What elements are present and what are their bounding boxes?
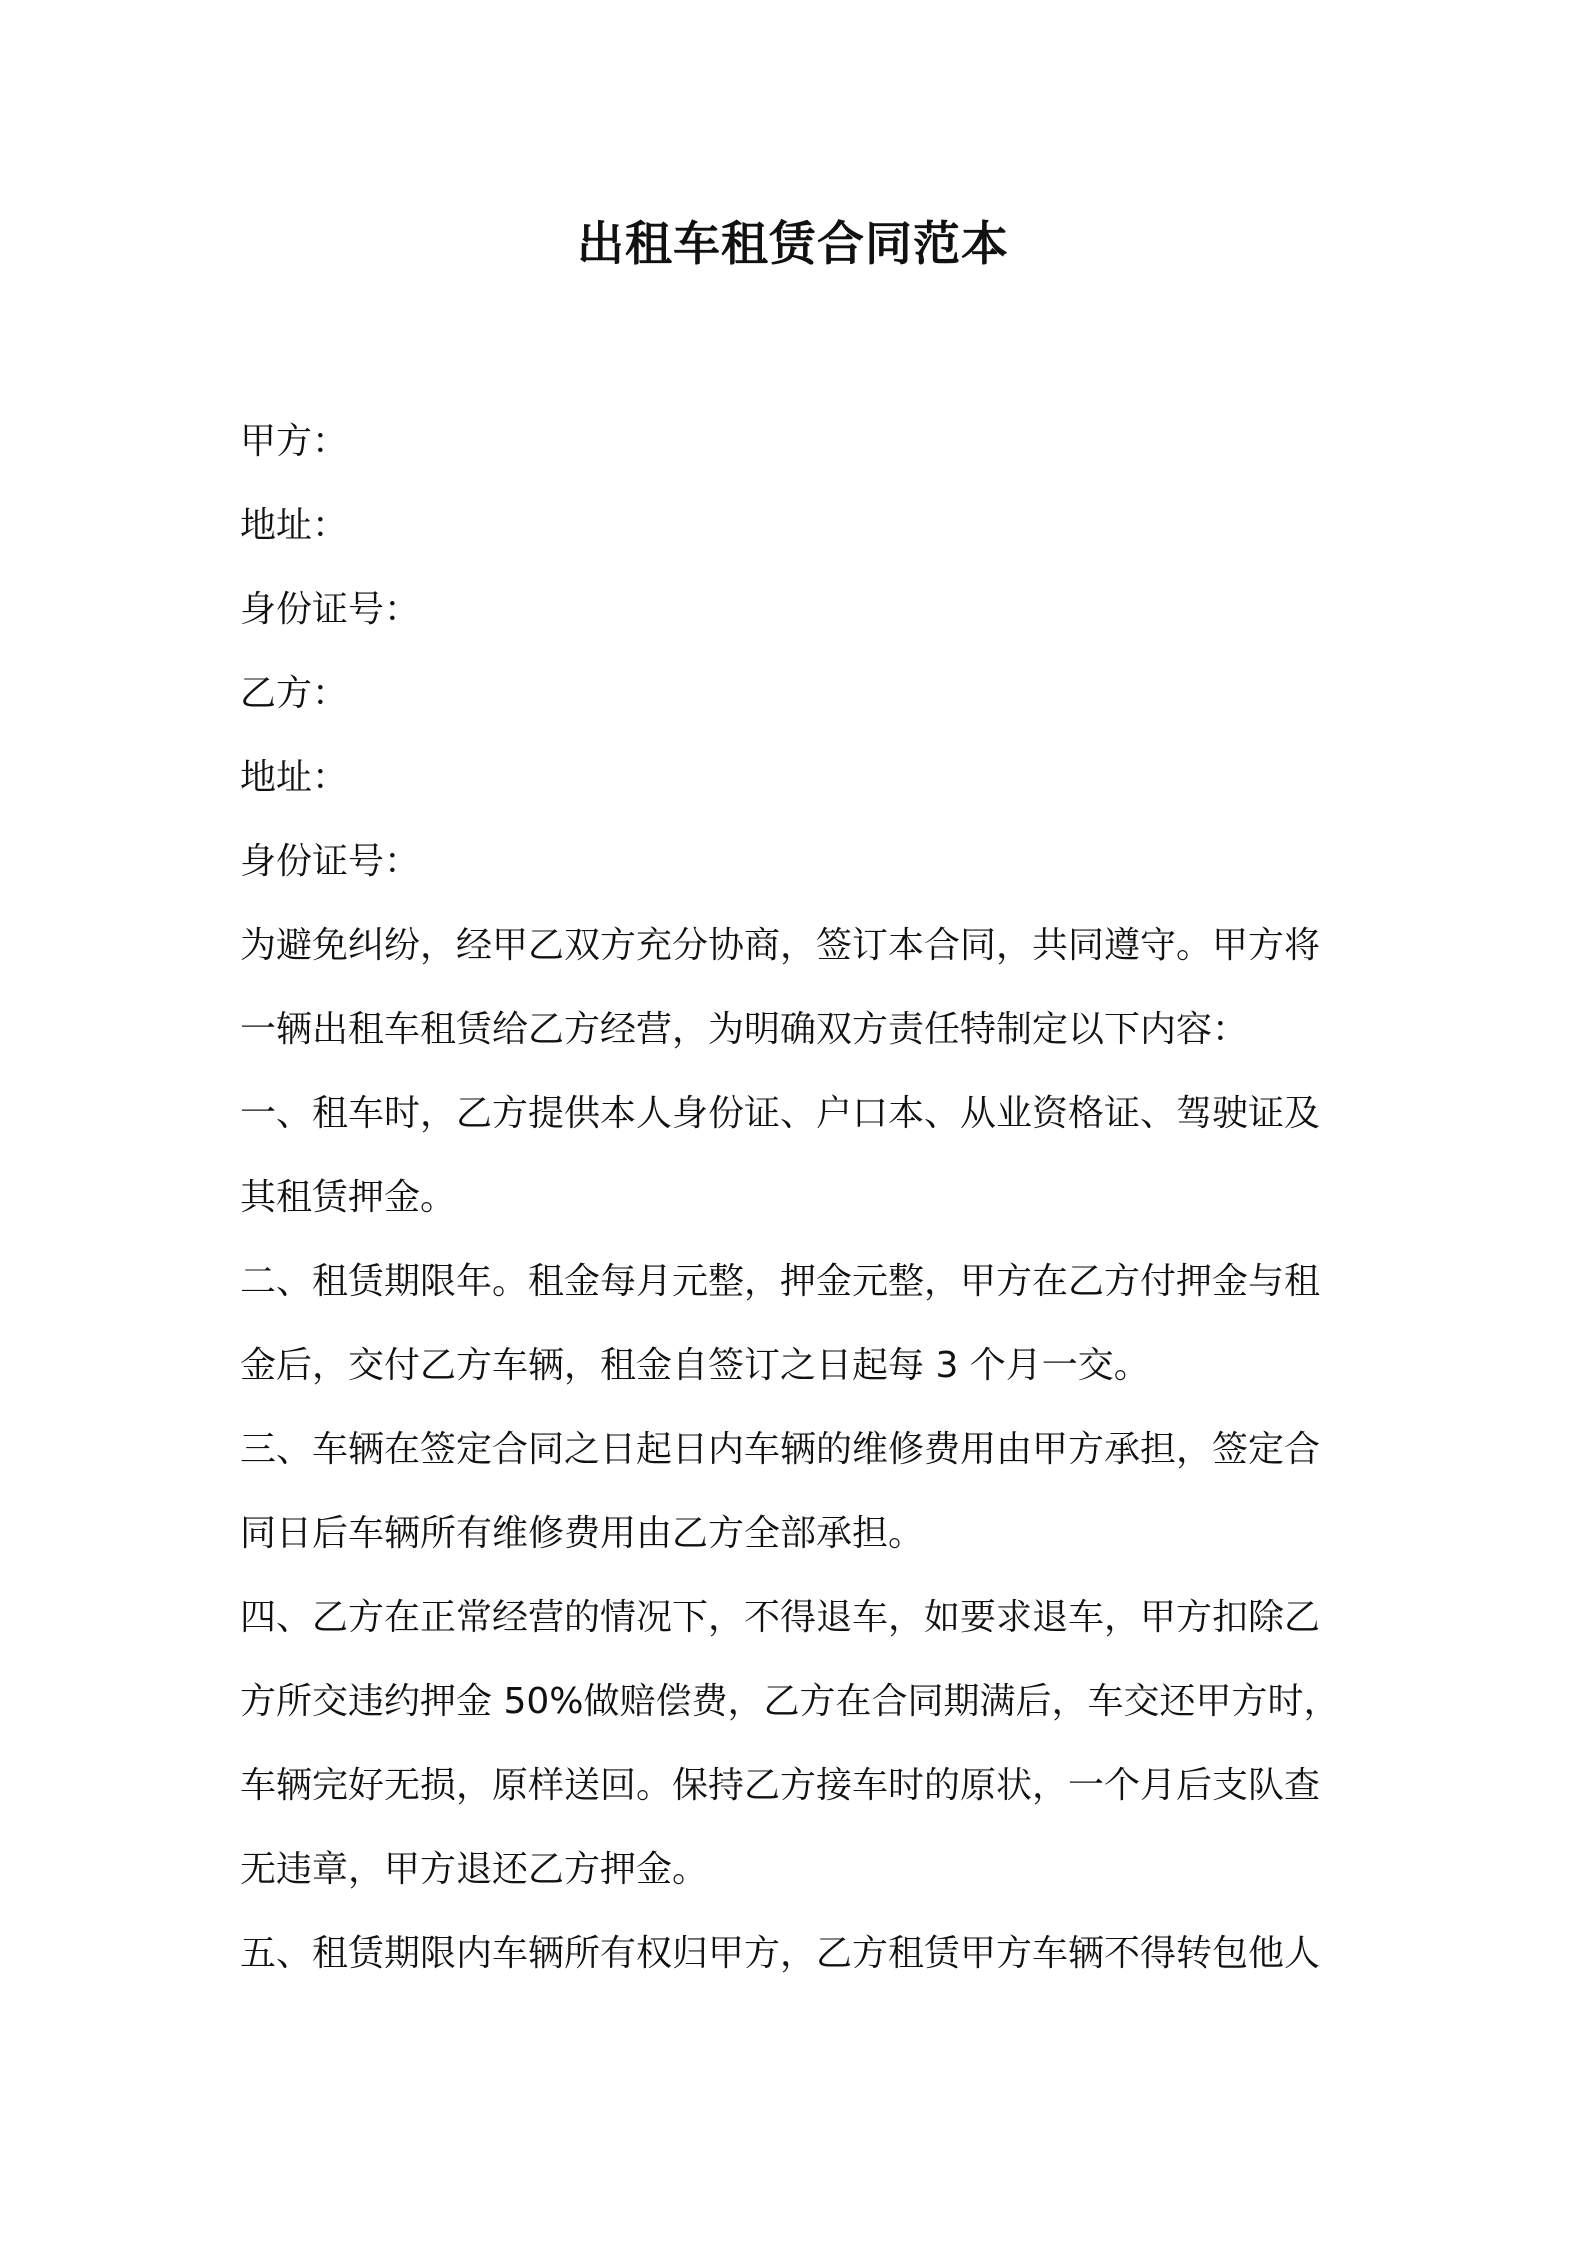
clause-3-line-2: 同日后车辆所有维修费用由乙方全部承担。 (240, 1513, 925, 1554)
clause-2-line-1: 二、租赁期限年。租金每月元整，押金元整，甲方在乙方付押金与租 (240, 1261, 1321, 1302)
clause-2-line-2: 金后，交付乙方车辆，租金自签订之日起每 3 个月一交。 (240, 1345, 1150, 1386)
clause-4-line-2: 方所交违约押金 50%做赔偿费，乙方在合同期满后，车交还甲方时， (240, 1681, 1340, 1722)
field-party-b-id-number: 身份证号： (240, 841, 421, 882)
clause-5-line-1: 五、租赁期限内车辆所有权归甲方，乙方租赁甲方车辆不得转包他人 (240, 1933, 1321, 1974)
document-body (240, 400, 1360, 1996)
preamble-line-1: 为避免纠纷，经甲乙双方充分协商，签订本合同，共同遵守。甲方将 (240, 925, 1321, 966)
field-party-a: 甲方： (240, 421, 349, 462)
field-party-b: 乙方： (240, 673, 349, 714)
clause-1-line-1: 一、租车时，乙方提供本人身份证、户口本、从业资格证、驾驶证及 (240, 1093, 1321, 1134)
clause-4-line-4: 无违章，甲方退还乙方押金。 (240, 1849, 709, 1890)
field-party-a-id-number: 身份证号： (240, 589, 421, 630)
clause-3-line-1: 三、车辆在签定合同之日起日内车辆的维修费用由甲方承担，签定合 (240, 1429, 1321, 1470)
preamble-line-2: 一辆出租车租赁给乙方经营，为明确双方责任特制定以下内容： (240, 1009, 1249, 1050)
clause-4-line-3: 车辆完好无损，原样送回。保持乙方接车时的原状，一个月后支队查 (240, 1765, 1321, 1806)
document-title: 出租车租赁合同范本 (577, 217, 1009, 272)
clause-1-line-2: 其租赁押金。 (240, 1177, 457, 1218)
field-party-a-address: 地址： (240, 505, 349, 546)
clause-4-line-1: 四、乙方在正常经营的情况下，不得退车，如要求退车，甲方扣除乙 (240, 1597, 1321, 1638)
field-party-b-address: 地址： (240, 757, 349, 798)
